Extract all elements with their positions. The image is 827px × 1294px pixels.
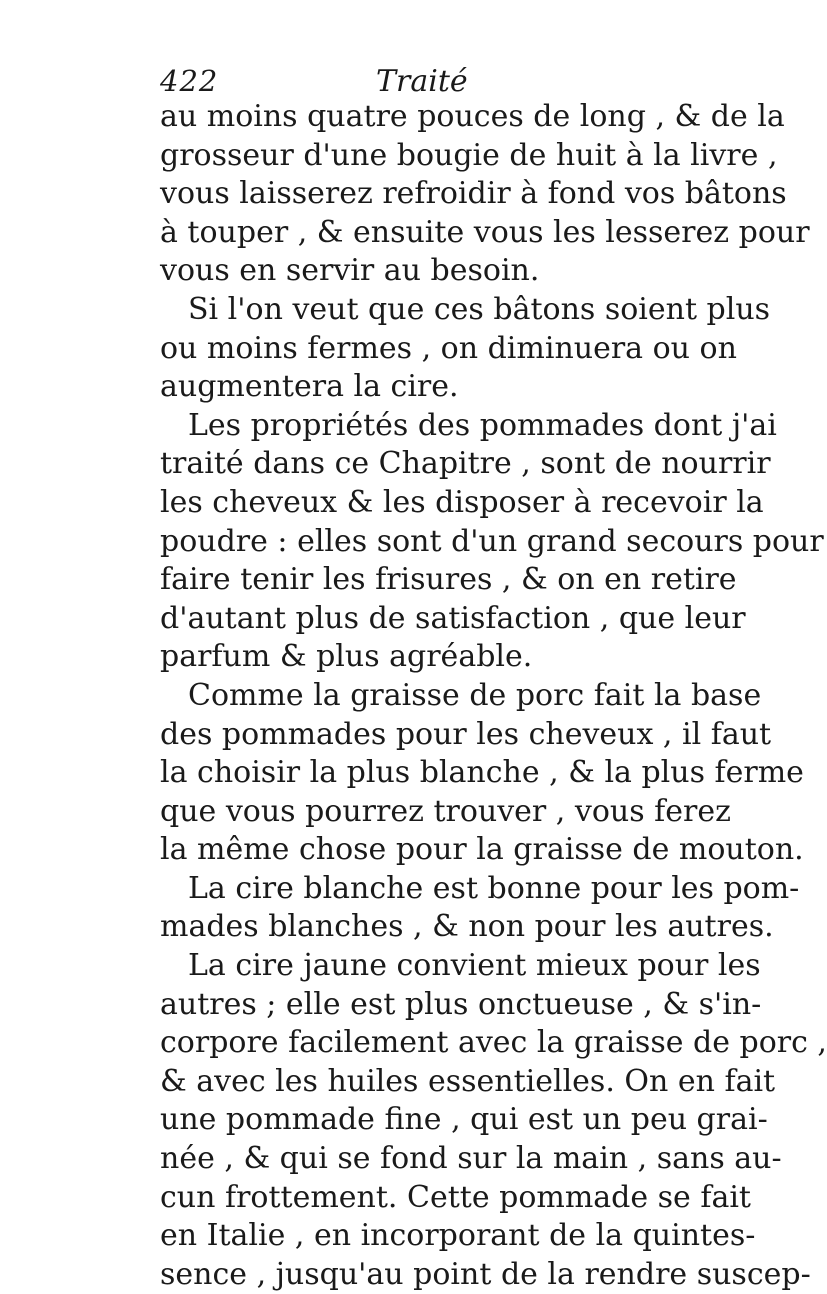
text-line: vous en servir au besoin. xyxy=(160,253,540,289)
text-line: ou moins fermes , on diminuera ou on xyxy=(160,330,737,366)
text-line: vous laisserez refroidir à fond vos bâtons xyxy=(160,176,787,212)
text-line: en Italie , en incorporant de la quintes- xyxy=(160,1218,756,1254)
text-line: augmentera la cire. xyxy=(160,369,459,405)
text-line: parfum & plus agréable. xyxy=(160,639,533,675)
text-line: & avec les huiles essentielles. On en fait xyxy=(160,1063,776,1099)
text-line: une pommade fine , qui est un peu grai- xyxy=(160,1102,768,1138)
text-line: cun frottement. Cette pommade se fait xyxy=(160,1179,751,1215)
text-line: au moins quatre pouces de long , & de la xyxy=(160,99,785,134)
text-line: autres ; elle est plus onctueuse , & s'in- xyxy=(160,986,762,1022)
text-line: grosseur d'une bougie de huit à la livre , xyxy=(160,137,778,173)
body-text xyxy=(160,98,827,1294)
paragraph-first-line: Comme la graisse de porc fait la base xyxy=(188,677,762,713)
paragraph-first-line: La cire blanche est bonne pour les pom- xyxy=(188,870,800,906)
text-line: née , & qui se fond sur la main , sans au- xyxy=(160,1141,782,1177)
text-line: la même chose pour la graisse de mouton. xyxy=(160,832,804,868)
text-line: les cheveux & les disposer à recevoir la xyxy=(160,484,764,520)
running-title: Traité xyxy=(376,64,468,99)
text-line: mades blanches , & non pour les autres. xyxy=(160,909,774,945)
text-line: la choisir la plus blanche , & la plus ferme xyxy=(160,755,804,791)
text-line: poudre : elles sont d'un grand secours pour xyxy=(160,523,824,559)
text-line: corpore facilement avec la graisse de porc , xyxy=(160,1025,827,1061)
text-line: faire tenir les frisures , & on en retire xyxy=(160,562,737,598)
text-line: traité dans ce Chapitre , sont de nourrir xyxy=(160,446,771,482)
text-line: d'autant plus de satisfaction , que leur xyxy=(160,600,746,636)
text-line: sence , jusqu'au point de la rendre suscep- xyxy=(160,1256,811,1292)
text-line: à touper , & ensuite vous les lesserez pour xyxy=(160,214,810,250)
text-line: que vous pourrez trouver , vous ferez xyxy=(160,793,731,829)
text-line: des pommades pour les cheveux , il faut xyxy=(160,716,772,752)
paragraph-first-line: Si l'on veut que ces bâtons soient plus xyxy=(188,291,771,327)
paragraph-first-line: La cire jaune convient mieux pour les xyxy=(188,948,761,984)
paragraph-first-line: Les propriétés des pommades dont j'ai xyxy=(188,407,777,443)
page-number: 422 xyxy=(160,64,219,98)
